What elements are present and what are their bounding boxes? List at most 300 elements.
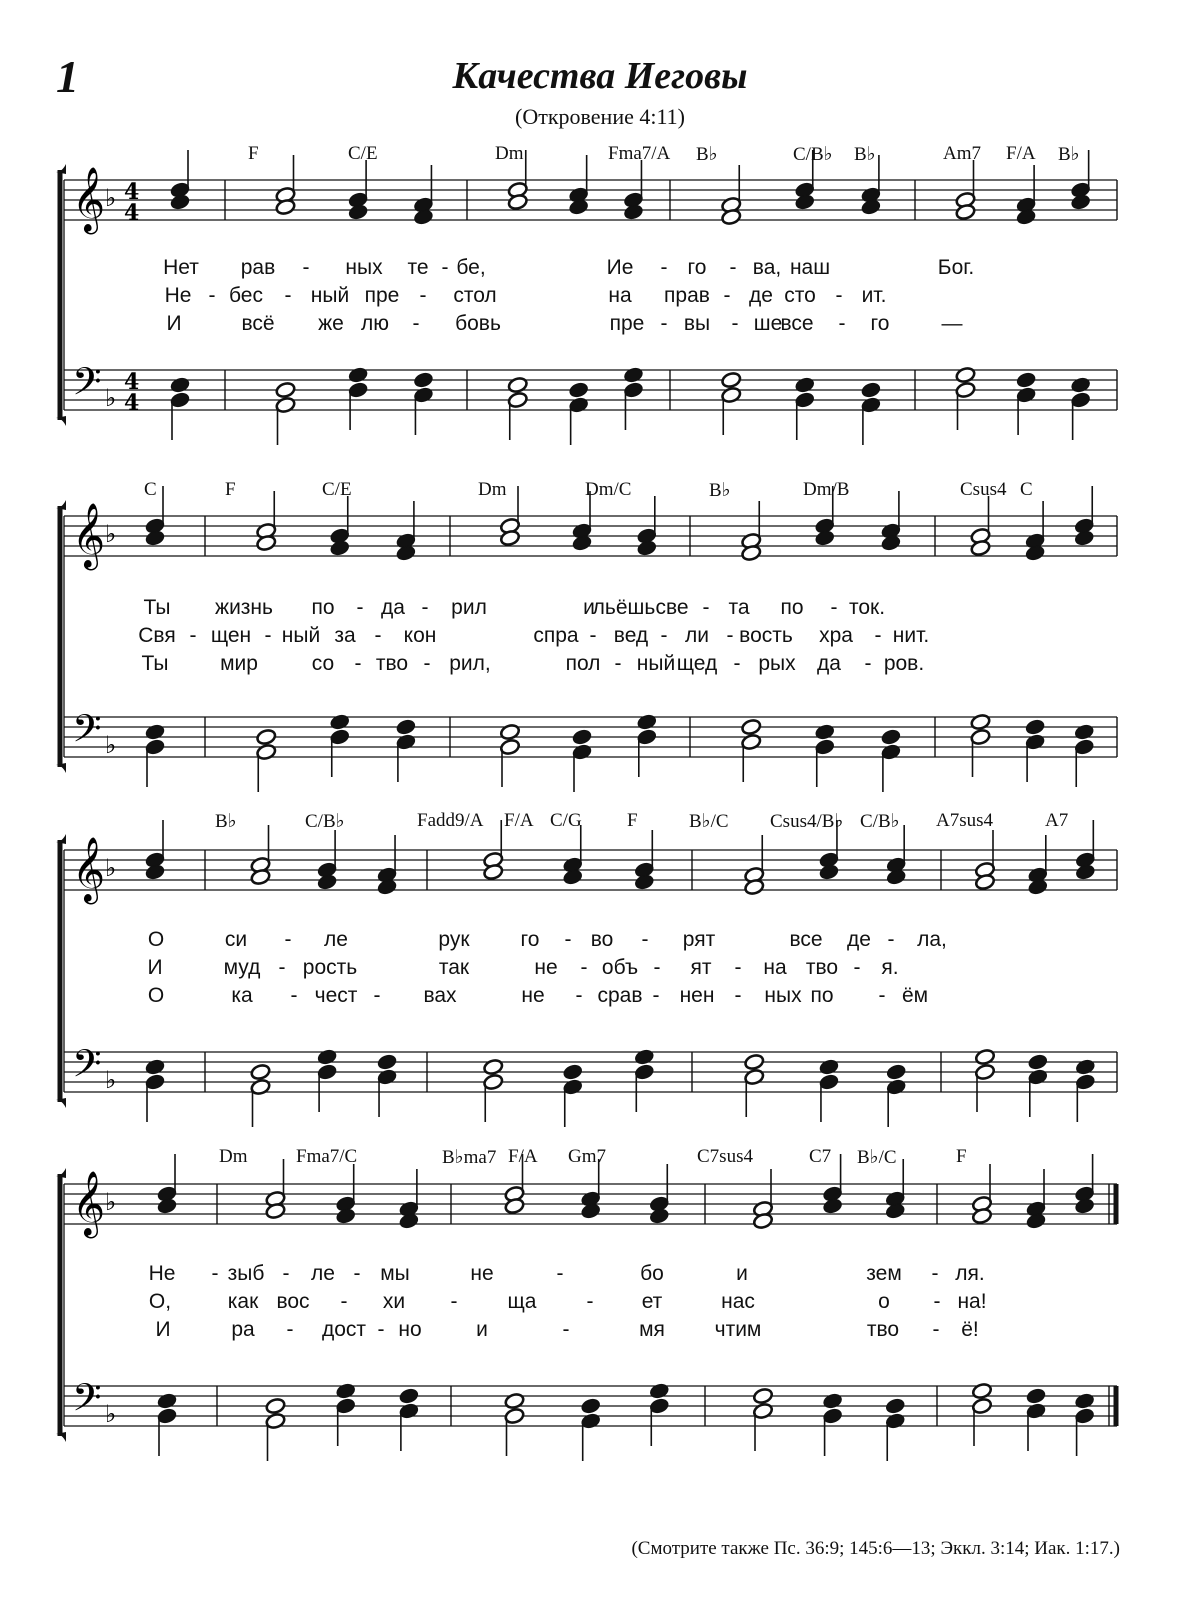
lyric-syllable: мя <box>639 1318 665 1341</box>
chord-symbol: C <box>1020 479 1033 500</box>
lyric-syllable: лю <box>360 312 390 335</box>
lyric-syllable: нит. <box>892 624 930 647</box>
treble-notehead <box>571 534 592 552</box>
chord-symbol: Fadd9/A <box>417 810 484 831</box>
bass-notehead <box>744 1053 765 1071</box>
treble-clef-icon: 𝄞 <box>72 167 106 232</box>
lyric-syllable: ше <box>753 312 783 335</box>
chord-symbol: F <box>956 1146 967 1167</box>
lyric-syllable: Нет <box>163 256 199 279</box>
lyric-syllable: - <box>441 256 449 279</box>
bass-notehead <box>970 713 991 731</box>
lyric-syllable: - <box>835 284 843 307</box>
treble-notehead <box>1070 193 1091 211</box>
chord-symbol: B♭ma7 <box>442 1147 497 1168</box>
treble-clef-icon: 𝄞 <box>72 503 106 568</box>
lyric-syllable: - <box>932 1318 940 1341</box>
hymn-title: Качества Иеговы <box>452 55 748 97</box>
bass-clef-icon: 𝄢 <box>72 1375 102 1429</box>
lyric-syllable: ят <box>690 956 712 979</box>
lyric-syllable: - <box>562 1318 570 1341</box>
lyric-syllable: - <box>419 284 427 307</box>
lyric-syllable: - <box>660 312 668 335</box>
treble-notehead <box>1074 1197 1095 1215</box>
bass-notehead <box>955 366 976 384</box>
lyric-syllable: - <box>734 956 742 979</box>
treble-notehead <box>169 193 190 211</box>
lyric-syllable: - <box>733 652 741 675</box>
bass-notehead <box>376 1053 397 1071</box>
lyric-syllable: ров. <box>883 652 925 675</box>
treble-notehead <box>562 868 583 886</box>
lyric-syllable: ный <box>310 284 350 307</box>
lyric-syllable: срав <box>597 984 643 1007</box>
lyric-syllable: рук <box>438 928 470 951</box>
lyric-syllable: прав <box>664 284 710 307</box>
flat-key-signature-icon: ♭ <box>105 520 117 548</box>
lyric-syllable: О <box>147 928 165 951</box>
lyric-syllable: - <box>302 256 310 279</box>
lyric-syllable: И <box>147 956 163 979</box>
lyric-syllable: - <box>933 1290 941 1313</box>
lyric-syllable: хи <box>382 1290 406 1313</box>
flat-key-signature-icon: ♭ <box>105 1400 117 1428</box>
bass-notehead <box>250 1063 271 1081</box>
treble-notehead <box>649 1207 670 1225</box>
bass-clef-icon: 𝄢 <box>72 359 102 413</box>
lyric-syllable: ле <box>324 928 348 951</box>
bass-notehead <box>156 1392 177 1410</box>
chord-symbol: Gm7 <box>568 1146 606 1167</box>
treble-notehead <box>144 863 165 881</box>
bass-clef-icon: 𝄢 <box>72 1041 102 1095</box>
bass-notehead <box>568 381 589 399</box>
lyric-syllable: та <box>728 596 750 619</box>
chord-symbol: B♭ <box>709 480 731 501</box>
chord-symbol: Csus4/B♭ <box>770 811 844 832</box>
chord-symbol: Dm/B <box>803 479 850 500</box>
treble-notehead <box>822 1197 843 1215</box>
lyric-syllable: вость <box>739 624 793 647</box>
treble-notehead <box>395 544 416 562</box>
lyric-syllable: - <box>189 624 197 647</box>
lyric-syllable: всё <box>241 312 275 335</box>
lyric-syllable: - <box>353 1262 361 1285</box>
treble-notehead <box>1075 863 1096 881</box>
treble-clef-icon: 𝄞 <box>72 837 106 902</box>
bass-notehead <box>413 371 434 389</box>
chord-symbol: B♭ <box>696 144 718 165</box>
lyric-syllable: ля. <box>955 1262 985 1285</box>
chord-symbol: C/B♭ <box>305 811 345 832</box>
treble-notehead <box>580 1202 601 1220</box>
lyric-syllable: - <box>377 1318 385 1341</box>
lyric-syllable: - <box>286 1318 294 1341</box>
lyric-syllable: Свя <box>138 624 176 647</box>
lyric-syllable: де <box>847 928 871 951</box>
lyric-syllable: льёшь <box>592 596 656 619</box>
lyric-syllable: - <box>278 956 286 979</box>
treble-notehead <box>1025 1212 1046 1230</box>
treble-notehead <box>794 193 815 211</box>
lyric-syllable: - <box>586 1290 594 1313</box>
lyric-syllable: - <box>290 984 298 1007</box>
bass-notehead <box>880 728 901 746</box>
lyric-syllable: бе, <box>456 256 486 279</box>
lyric-syllable: - <box>589 624 597 647</box>
bass-notehead <box>169 376 190 394</box>
lyric-syllable: - <box>354 652 362 675</box>
lyric-syllable: и <box>476 1318 488 1341</box>
lyric-syllable: хра <box>819 624 853 647</box>
bass-notehead <box>317 1048 338 1066</box>
lyric-syllable: тво <box>375 652 409 675</box>
bass-notehead <box>1075 1058 1096 1076</box>
lyric-syllable: сто <box>784 284 816 307</box>
hymn-number: 1 <box>56 51 79 102</box>
treble-notehead <box>376 878 397 896</box>
lyric-syllable: - <box>450 1290 458 1313</box>
lyric-syllable: рость <box>302 956 358 979</box>
lyric-syllable: бо <box>640 1262 664 1285</box>
bass-notehead <box>822 1392 843 1410</box>
chord-symbol: Dm/C <box>585 479 632 500</box>
treble-notehead <box>634 873 655 891</box>
bass-notehead <box>1027 1053 1048 1071</box>
treble-notehead <box>1074 529 1095 547</box>
lyric-syllable: - <box>653 956 661 979</box>
lyric-syllable: о <box>878 1290 890 1313</box>
bass-notehead <box>623 366 644 384</box>
bass-notehead <box>571 728 592 746</box>
bass-notehead <box>860 381 881 399</box>
lyric-syllable: - <box>423 652 431 675</box>
lyric-syllable: - <box>412 312 420 335</box>
lyric-syllable: но <box>398 1318 422 1341</box>
lyric-syllable: ит. <box>861 284 887 307</box>
lyric-syllable: щед <box>676 652 718 675</box>
lyric-syllable: кон <box>403 624 437 647</box>
lyric-syllable: ток. <box>848 596 886 619</box>
flat-key-signature-icon: ♭ <box>105 1066 117 1094</box>
bass-notehead <box>1025 1387 1046 1405</box>
bass-notehead <box>721 371 742 389</box>
lyric-syllable: - <box>373 984 381 1007</box>
lyric-syllable: те <box>407 256 429 279</box>
bass-notehead <box>275 381 296 399</box>
lyric-syllable: И <box>166 312 182 335</box>
flat-key-signature-icon: ♭ <box>105 184 117 212</box>
lyric-syllable: - <box>264 624 272 647</box>
chord-symbol: B♭ <box>215 811 237 832</box>
lyric-syllable: Не <box>148 1262 176 1285</box>
lyric-syllable: - <box>208 284 216 307</box>
chord-symbol: F/A <box>508 1146 538 1167</box>
bass-notehead <box>636 713 657 731</box>
chord-symbol: C/E <box>322 479 352 500</box>
lyric-syllable: — <box>941 312 963 335</box>
chord-symbol: Am7 <box>943 143 981 164</box>
chord-symbol: B♭ <box>854 144 876 165</box>
lyric-syllable: го <box>870 312 890 335</box>
bass-notehead <box>580 1397 601 1415</box>
bass-notehead <box>794 376 815 394</box>
lyric-syllable: я. <box>881 956 899 979</box>
chord-symbol: C/B♭ <box>860 811 900 832</box>
bass-notehead <box>562 1063 583 1081</box>
lyric-syllable: - <box>580 956 588 979</box>
lyric-syllable: да <box>817 652 841 675</box>
chord-symbol: B♭ <box>1058 144 1080 165</box>
lyric-syllable: - <box>723 284 731 307</box>
chord-symbol: A7 <box>1045 810 1069 831</box>
lyric-syllable: - <box>830 596 838 619</box>
lyric-syllable: све <box>655 596 689 619</box>
lyric-syllable: го <box>520 928 540 951</box>
flat-key-signature-icon: ♭ <box>105 1188 117 1216</box>
lyric-syllable: зыб <box>227 1262 265 1285</box>
lyric-syllable: зем <box>866 1262 902 1285</box>
bass-clef-icon: 𝄢 <box>72 706 102 760</box>
lyric-syllable: - <box>421 596 429 619</box>
lyric-syllable: вах <box>423 984 457 1007</box>
bass-notehead <box>256 728 277 746</box>
lyric-syllable: не <box>534 956 558 979</box>
lyric-syllable: ных <box>764 984 802 1007</box>
lyric-syllable: ём <box>901 984 929 1007</box>
chord-symbol: Dm <box>495 143 524 164</box>
treble-notehead <box>636 539 657 557</box>
lyric-syllable: все <box>789 928 823 951</box>
bass-notehead <box>144 723 165 741</box>
lyric-syllable: рят <box>682 928 716 951</box>
treble-notehead <box>1025 544 1046 562</box>
chord-symbol: C7sus4 <box>697 1146 753 1167</box>
chord-symbol: F/A <box>504 810 534 831</box>
chord-symbol: C/G <box>550 810 582 831</box>
lyric-syllable: - <box>282 1262 290 1285</box>
lyric-syllable: наш <box>789 256 831 279</box>
lyric-syllable: - <box>887 928 895 951</box>
treble-notehead <box>335 1207 356 1225</box>
bass-notehead <box>886 1063 907 1081</box>
lyric-syllable: ный <box>636 652 676 675</box>
lyric-syllable: ра <box>231 1318 255 1341</box>
lyric-syllable: ный <box>281 624 321 647</box>
lyric-syllable: - <box>878 984 886 1007</box>
treble-notehead <box>348 203 369 221</box>
lyric-syllable: - <box>564 928 572 951</box>
lyric-syllable: не <box>470 1262 494 1285</box>
lyric-syllable: - <box>556 1262 564 1285</box>
lyric-syllable: - <box>726 624 734 647</box>
chord-symbol: Fma7/A <box>608 143 671 164</box>
lyric-syllable: тво <box>805 956 839 979</box>
lyric-syllable: го <box>687 256 707 279</box>
treble-notehead <box>814 529 835 547</box>
lyric-syllable: бовь <box>455 312 501 335</box>
treble-notehead <box>413 208 434 226</box>
bass-notehead <box>752 1387 773 1405</box>
lyric-syllable: - <box>729 256 737 279</box>
chord-symbol: F/A <box>1006 143 1036 164</box>
treble-notehead <box>398 1212 419 1230</box>
bass-notehead <box>144 1058 165 1076</box>
lyric-syllable: так <box>438 956 470 979</box>
bass-notehead <box>634 1048 655 1066</box>
chord-symbol: B♭/C <box>857 1147 897 1168</box>
flat-key-signature-icon: ♭ <box>105 731 117 759</box>
bass-notehead <box>1074 1392 1095 1410</box>
lyric-syllable: ла, <box>917 928 947 951</box>
bass-notehead <box>741 718 762 736</box>
bass-notehead <box>507 376 528 394</box>
time-signature-icon: 4 <box>124 179 140 205</box>
lyric-syllable: - <box>641 928 649 951</box>
lyric-syllable: со <box>311 652 335 675</box>
chord-symbol: F <box>248 143 259 164</box>
lyric-syllable: по <box>780 596 804 619</box>
chord-symbol: Dm <box>219 1146 248 1167</box>
lyric-syllable: на <box>608 284 632 307</box>
lyric-syllable: - <box>864 652 872 675</box>
lyric-syllable: ле <box>311 1262 335 1285</box>
treble-notehead <box>818 863 839 881</box>
lyric-syllable: - <box>702 596 710 619</box>
lyric-syllable: - <box>211 1262 219 1285</box>
bass-notehead <box>504 1392 525 1410</box>
lyric-syllable: - <box>284 928 292 951</box>
lyric-syllable: дост <box>321 1318 367 1341</box>
lyric-syllable: мы <box>380 1262 410 1285</box>
lyric-syllable: объ <box>601 956 639 979</box>
bass-notehead <box>971 1382 992 1400</box>
lyric-syllable: де <box>749 284 773 307</box>
lyric-syllable: как <box>227 1290 259 1313</box>
lyric-syllable: - <box>652 984 660 1007</box>
lyric-syllable: и <box>583 596 595 619</box>
chord-symbol: F <box>627 810 638 831</box>
bass-notehead <box>974 1048 995 1066</box>
time-signature-icon: 4 <box>124 390 140 416</box>
bass-notehead <box>348 366 369 384</box>
lyric-syllable: О, <box>148 1290 172 1313</box>
bass-notehead <box>265 1397 286 1415</box>
chord-symbol: Fma7/C <box>296 1146 358 1167</box>
lyric-syllable: си <box>224 928 248 951</box>
lyric-syllable: пре <box>364 284 400 307</box>
lyric-syllable: рил <box>451 596 487 619</box>
lyric-syllable: спра <box>533 624 579 647</box>
lyric-syllable: - <box>284 284 292 307</box>
lyric-syllable: ща <box>507 1290 537 1313</box>
bass-notehead <box>1070 376 1091 394</box>
lyric-syllable: на! <box>957 1290 987 1313</box>
treble-notehead <box>1016 208 1037 226</box>
bass-notehead <box>329 713 350 731</box>
treble-notehead <box>568 198 589 216</box>
treble-notehead <box>623 203 644 221</box>
lyric-syllable: все <box>780 312 814 335</box>
bass-notehead <box>1016 371 1037 389</box>
lyric-syllable: О <box>147 984 165 1007</box>
lyric-syllable: ва, <box>752 256 782 279</box>
lyric-syllable: не <box>521 984 545 1007</box>
lyric-syllable: Бог. <box>937 256 975 279</box>
chord-symbol: Dm <box>478 479 507 500</box>
chord-symbol: A7sus4 <box>936 810 994 831</box>
lyric-syllable: ных <box>345 256 383 279</box>
chord-symbol: C7 <box>809 1146 832 1167</box>
lyric-syllable: - <box>575 984 583 1007</box>
lyric-syllable: - <box>356 596 364 619</box>
lyric-syllable: - <box>853 956 861 979</box>
lyric-syllable: на <box>763 956 787 979</box>
chord-symbol: C/E <box>348 143 378 164</box>
lyric-syllable: нен <box>679 984 715 1007</box>
lyric-syllable: стол <box>453 284 497 307</box>
lyric-syllable: И <box>155 1318 171 1341</box>
lyric-syllable: - <box>731 312 739 335</box>
lyric-syllable: щен <box>210 624 252 647</box>
lyric-syllable: муд <box>223 956 261 979</box>
bass-notehead <box>818 1058 839 1076</box>
treble-notehead <box>156 1197 177 1215</box>
see-also-references: (Смотрите также Пс. 36:9; 145:6—13; Эккл. 3:14; Иак. 1:17.) <box>631 1538 1120 1559</box>
lyric-syllable: - <box>838 312 846 335</box>
bass-notehead <box>885 1397 906 1415</box>
bass-notehead <box>483 1058 504 1076</box>
bass-notehead <box>649 1382 670 1400</box>
lyric-syllable: - <box>660 624 668 647</box>
lyric-syllable: вед <box>613 624 649 647</box>
lyric-syllable: - <box>874 624 882 647</box>
lyric-syllable: - <box>660 256 668 279</box>
lyric-syllable: да <box>381 596 405 619</box>
treble-notehead <box>880 534 901 552</box>
treble-clef-icon: 𝄞 <box>72 1171 106 1236</box>
treble-notehead <box>317 873 338 891</box>
lyric-syllable: Не <box>164 284 192 307</box>
lyric-syllable: рил, <box>449 652 491 675</box>
lyric-syllable: ет <box>641 1290 663 1313</box>
lyric-syllable: Ие <box>606 256 634 279</box>
chord-symbol: B♭/C <box>689 811 729 832</box>
treble-notehead <box>860 198 881 216</box>
lyric-syllable: за <box>334 624 356 647</box>
lyric-syllable: Ты <box>141 652 169 675</box>
bass-notehead <box>398 1387 419 1405</box>
lyric-syllable: чест <box>314 984 358 1007</box>
lyric-syllable: мир <box>220 652 258 675</box>
chord-symbol: F <box>225 479 236 500</box>
treble-notehead <box>144 529 165 547</box>
bass-notehead <box>1025 718 1046 736</box>
lyric-syllable: по <box>311 596 335 619</box>
lyric-syllable: рых <box>758 652 796 675</box>
lyric-syllable: жизнь <box>215 596 273 619</box>
flat-key-signature-icon: ♭ <box>105 384 117 412</box>
time-signature-icon: 4 <box>124 200 140 226</box>
lyric-syllable: тво <box>866 1318 900 1341</box>
treble-notehead <box>885 1202 906 1220</box>
lyric-syllable: чтим <box>714 1318 762 1341</box>
lyric-syllable: - <box>931 1262 939 1285</box>
lyric-syllable: рав <box>240 256 276 279</box>
lyric-syllable: пол <box>565 652 601 675</box>
lyric-syllable: пре <box>609 312 645 335</box>
lyric-syllable: во <box>590 928 614 951</box>
